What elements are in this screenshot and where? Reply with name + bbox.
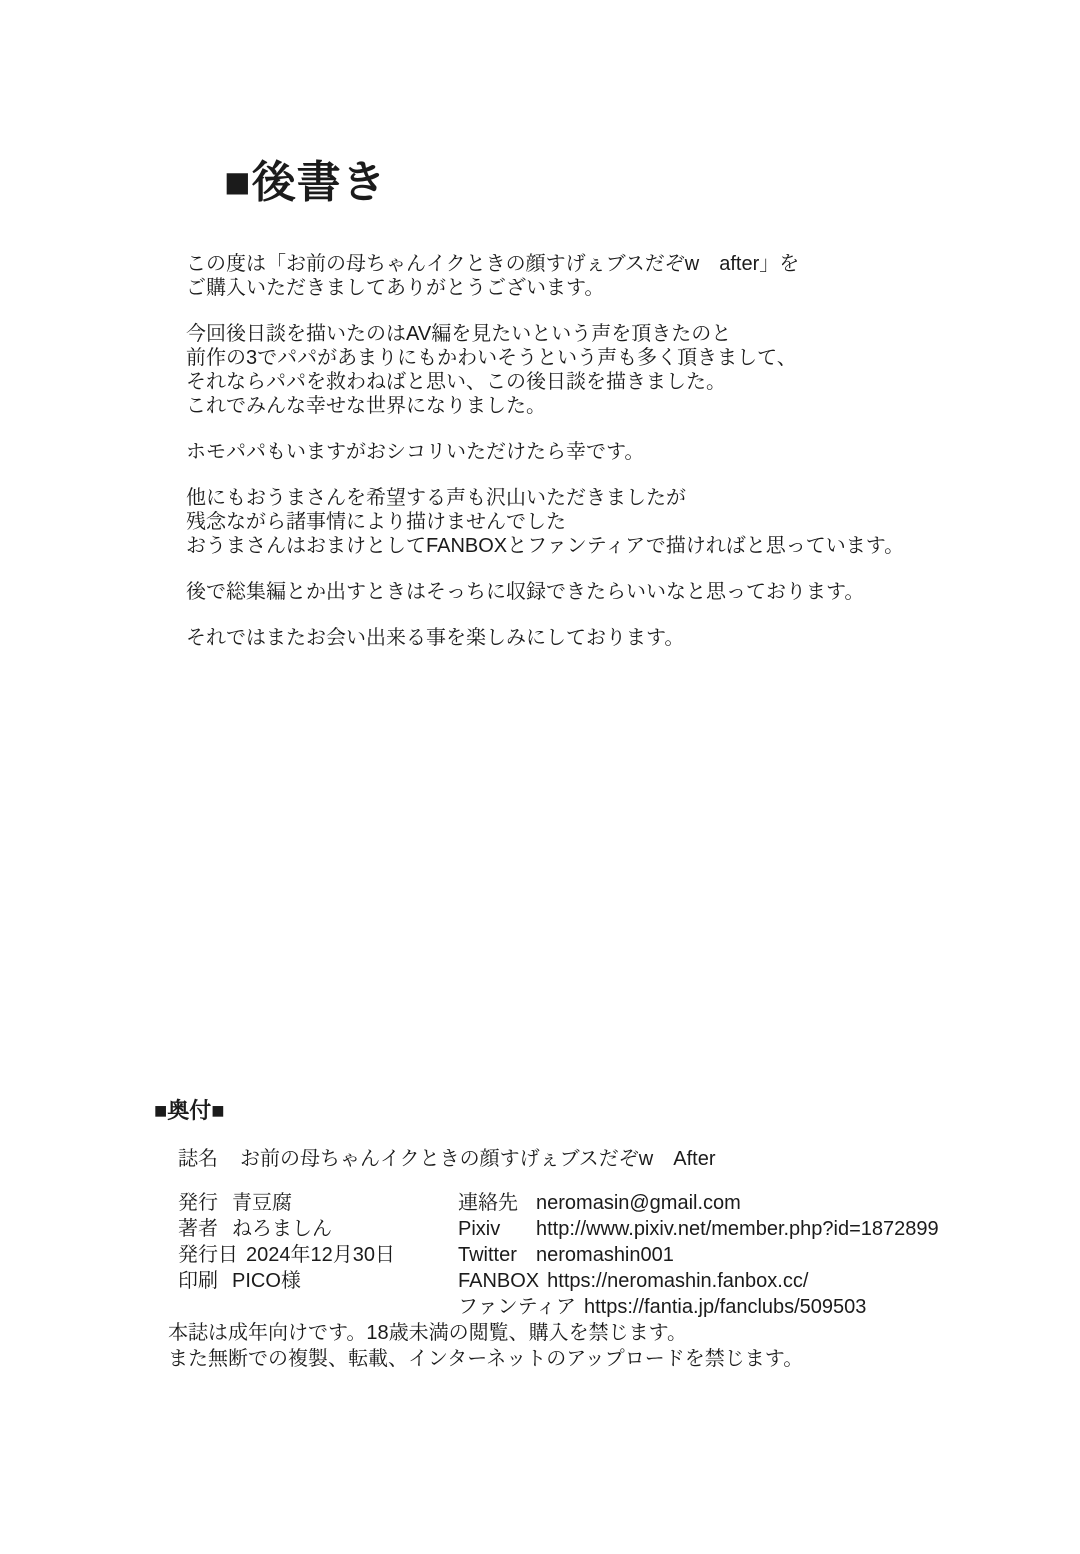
row-label: Twitter — [458, 1244, 517, 1266]
text-line: 本誌は成年向けです。18歳未満の閲覧、購入を禁じます。 — [168, 1322, 688, 1344]
colophon-row-printer — [178, 1268, 458, 1294]
afterword-paragraph — [186, 252, 986, 300]
row-value: https://fantia.jp/fanclubs/509503 — [584, 1296, 867, 1318]
row-value: PICO様 — [232, 1270, 301, 1292]
colophon-row-fantia — [458, 1294, 939, 1320]
row-value: http://www.pixiv.net/member.php?id=1872899 — [536, 1218, 939, 1240]
row-label: ファンティア — [458, 1296, 576, 1318]
colophon-heading: ■奥付■ — [154, 1098, 225, 1123]
afterword-paragraph — [186, 440, 986, 464]
afterword-paragraph — [186, 486, 986, 558]
text-line: ホモパパもいますがおシコリいただけたら幸です。 — [186, 441, 645, 463]
afterword-body — [186, 252, 986, 672]
text-line: 今回後日談を描いたのはAV編を見たいという声を頂きたのと — [186, 323, 732, 345]
colophon-columns — [178, 1190, 939, 1320]
text-line: それならパパを救わねばと思い、この後日談を描きました。 — [186, 371, 726, 393]
afterword-paragraph — [186, 580, 986, 604]
text-line: ご購入いただきましてありがとうございます。 — [186, 277, 605, 299]
row-label: FANBOX — [458, 1270, 540, 1292]
row-label: 発行 — [178, 1192, 218, 1214]
row-value: 青豆腐 — [232, 1192, 292, 1214]
age-restriction-notice — [168, 1320, 803, 1372]
colophon-row-author — [178, 1216, 458, 1242]
row-label: Pixiv — [458, 1218, 501, 1240]
afterword-paragraph — [186, 322, 986, 418]
colophon-right-column — [458, 1190, 939, 1320]
text-line: 他にもおうまさんを希望する声も沢山いただきましたが — [186, 487, 686, 509]
colophon-row-contact — [458, 1190, 939, 1216]
book-title-value: お前の母ちゃんイクときの顔すげぇブスだぞw After — [240, 1148, 716, 1170]
text-line: この度は「お前の母ちゃんイクときの顔すげぇブスだぞw after」を — [186, 253, 800, 275]
text-line: おうまさんはおまけとしてFANBOXとファンティアで描ければと思っています。 — [186, 535, 905, 557]
colophon-row-fanbox — [458, 1268, 939, 1294]
text-line: 前作の3でパパがあまりにもかわいそうという声も多く頂きまして、 — [186, 347, 797, 369]
colophon-row-publish-date — [178, 1242, 458, 1268]
text-line: 後で総集編とか出すときはそっちに収録できたらいいなと思っております。 — [186, 581, 865, 603]
colophon-title-row — [178, 1142, 715, 1171]
row-value: neromashin001 — [536, 1244, 674, 1266]
text-line: それではまたお会い出来る事を楽しみにしております。 — [186, 627, 685, 649]
row-label: 連絡先 — [458, 1192, 518, 1214]
text-line: これでみんな幸せな世界になりました。 — [186, 395, 546, 417]
text-line: また無断での複製、転載、インターネットのアップロードを禁じます。 — [168, 1348, 804, 1370]
book-title-label: 誌名 — [178, 1148, 218, 1170]
text-line: 残念ながら諸事情により描けませんでした — [186, 511, 566, 533]
row-label: 印刷 — [178, 1270, 218, 1292]
colophon-row-publisher — [178, 1190, 458, 1216]
page-title: ■後書き — [224, 158, 387, 207]
row-label: 著者 — [178, 1218, 218, 1240]
afterword-paragraph — [186, 626, 986, 650]
row-value: https://neromashin.fanbox.cc/ — [547, 1270, 809, 1292]
row-label: 発行日 — [178, 1244, 238, 1266]
row-value: 2024年12月30日 — [246, 1244, 395, 1266]
colophon-row-twitter — [458, 1242, 939, 1268]
colophon-row-pixiv — [458, 1216, 939, 1242]
colophon-left-column — [178, 1190, 458, 1320]
row-value: ねろましん — [232, 1218, 332, 1240]
row-value: neromasin@gmail.com — [536, 1192, 741, 1214]
